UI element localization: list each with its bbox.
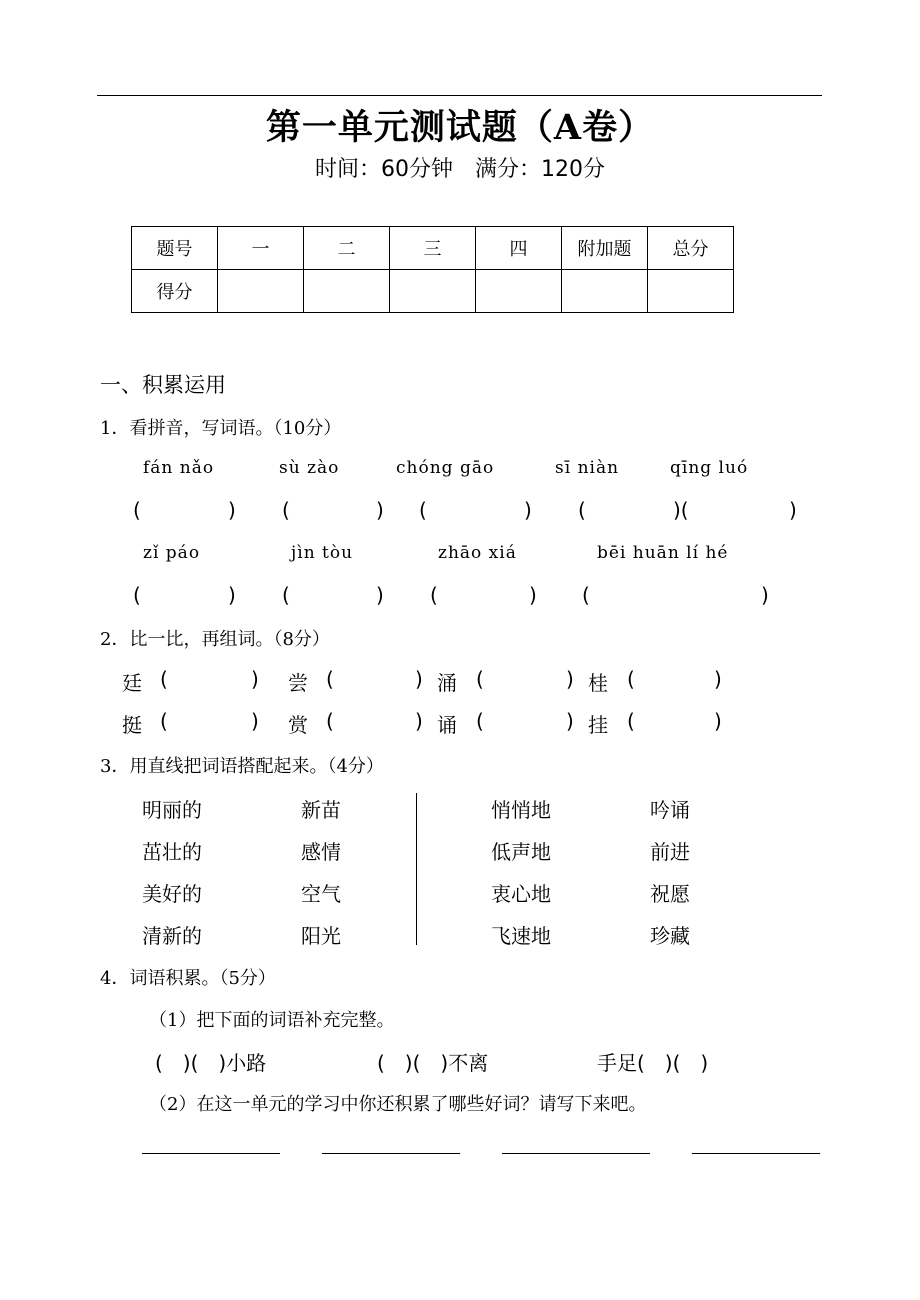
match-word[interactable]: 低声地 <box>491 840 551 864</box>
header-cell: 总分 <box>648 227 734 270</box>
answer-paren: ( <box>476 667 484 691</box>
answer-paren: ) <box>714 709 722 733</box>
answer-blank[interactable] <box>142 1153 280 1154</box>
answer-paren: ) <box>714 667 722 691</box>
match-word[interactable]: 清新的 <box>142 924 202 948</box>
answer-paren: ( <box>326 667 334 691</box>
pinyin: bēi huān lí hé <box>597 543 729 563</box>
match-word[interactable]: 新苗 <box>301 798 341 822</box>
answer-paren: ) <box>251 709 259 733</box>
pinyin: zhāo xiá <box>438 543 517 563</box>
pinyin: fán nǎo <box>143 458 215 478</box>
compare-char: 挺 <box>122 713 142 737</box>
answer-paren: ) <box>251 667 259 691</box>
answer-paren: ( <box>282 583 290 607</box>
answer-paren: ) <box>376 583 384 607</box>
question-3-title: 3．用直线把词语搭配起来。（4分） <box>100 756 384 777</box>
match-word[interactable]: 阳光 <box>301 924 341 948</box>
score-table-header-row <box>132 227 734 270</box>
answer-paren: ( <box>476 709 484 733</box>
score-input-cell[interactable] <box>648 270 734 313</box>
column-divider <box>416 793 417 945</box>
score-table <box>131 226 734 313</box>
answer-paren: ) <box>415 667 423 691</box>
answer-paren: ( <box>160 709 168 733</box>
compare-char: 涌 <box>437 671 457 695</box>
score-table-score-row <box>132 270 734 313</box>
answer-paren: ( <box>326 709 334 733</box>
answer-paren: ) <box>376 498 384 522</box>
idiom-fill[interactable]: ( )( )不离 <box>377 1051 489 1075</box>
match-word[interactable]: 吟诵 <box>650 798 690 822</box>
answer-paren: ( <box>133 583 141 607</box>
question-4-title: 4．词语积累。（5分） <box>100 968 276 989</box>
answer-paren: ) <box>566 709 574 733</box>
pinyin: sù zào <box>279 458 340 478</box>
question-1-title: 1．看拼音，写词语。（10分） <box>100 418 342 439</box>
pinyin: chóng gāo <box>396 458 495 478</box>
match-word[interactable]: 美好的 <box>142 882 202 906</box>
compare-char: 挂 <box>588 713 608 737</box>
score-input-cell[interactable] <box>562 270 648 313</box>
compare-char: 赏 <box>288 713 308 737</box>
answer-paren: ( <box>160 667 168 691</box>
answer-paren: ) <box>228 498 236 522</box>
answer-paren: ( <box>419 498 427 522</box>
header-cell: 一 <box>218 227 304 270</box>
match-word[interactable]: 飞速地 <box>491 924 551 948</box>
answer-blank[interactable] <box>322 1153 460 1154</box>
section-title: 一、积累运用 <box>100 373 226 397</box>
header-cell: 二 <box>304 227 390 270</box>
answer-blank[interactable] <box>692 1153 820 1154</box>
header-cell: 附加题 <box>562 227 648 270</box>
compare-char: 桂 <box>588 671 608 695</box>
answer-paren: ) <box>228 583 236 607</box>
match-word[interactable]: 衷心地 <box>491 882 551 906</box>
score-label-cell: 得分 <box>132 270 218 313</box>
answer-paren: ( <box>430 583 438 607</box>
match-word[interactable]: 感情 <box>301 840 341 864</box>
answer-blank[interactable] <box>502 1153 650 1154</box>
score-input-cell[interactable] <box>390 270 476 313</box>
sub-question-1: （1）把下面的词语补充完整。 <box>149 1010 395 1031</box>
match-word[interactable]: 前进 <box>650 840 690 864</box>
page-title: 第一单元测试题（A卷） <box>265 107 655 148</box>
answer-paren: ( <box>627 667 635 691</box>
header-cell: 四 <box>476 227 562 270</box>
header-cell: 三 <box>390 227 476 270</box>
match-word[interactable]: 空气 <box>301 882 341 906</box>
compare-char: 尝 <box>288 671 308 695</box>
match-word[interactable]: 祝愿 <box>650 882 690 906</box>
pinyin: qīng luó <box>670 458 749 478</box>
answer-paren: ( <box>582 583 590 607</box>
header-rule <box>97 95 822 96</box>
question-2-title: 2．比一比，再组词。（8分） <box>100 629 330 650</box>
match-word[interactable]: 珍藏 <box>650 924 690 948</box>
match-word[interactable]: 茁壮的 <box>142 840 202 864</box>
exam-info: 时间：60分钟 满分：120分 <box>315 157 605 182</box>
answer-paren: ( <box>627 709 635 733</box>
sub-question-2: （2）在这一单元的学习中你还积累了哪些好词？请写下来吧。 <box>149 1094 647 1115</box>
answer-paren: ( <box>282 498 290 522</box>
compare-char: 诵 <box>437 713 457 737</box>
answer-paren: ) <box>529 583 537 607</box>
match-word[interactable]: 悄悄地 <box>491 798 551 822</box>
answer-paren: )( <box>673 498 689 522</box>
answer-paren: ( <box>133 498 141 522</box>
idiom-fill[interactable]: 手足( )( ) <box>597 1051 709 1075</box>
pinyin: zǐ páo <box>143 543 201 563</box>
idiom-fill[interactable]: ( )( )小路 <box>155 1051 267 1075</box>
answer-paren: ) <box>761 583 769 607</box>
answer-paren: ) <box>789 498 797 522</box>
pinyin: sī niàn <box>555 458 620 478</box>
pinyin: jìn tòu <box>291 543 354 563</box>
match-word[interactable]: 明丽的 <box>142 798 202 822</box>
answer-paren: ) <box>566 667 574 691</box>
score-input-cell[interactable] <box>476 270 562 313</box>
answer-paren: ) <box>524 498 532 522</box>
answer-paren: ( <box>578 498 586 522</box>
score-input-cell[interactable] <box>218 270 304 313</box>
header-cell: 题号 <box>132 227 218 270</box>
answer-paren: ) <box>415 709 423 733</box>
compare-char: 廷 <box>122 671 142 695</box>
score-input-cell[interactable] <box>304 270 390 313</box>
